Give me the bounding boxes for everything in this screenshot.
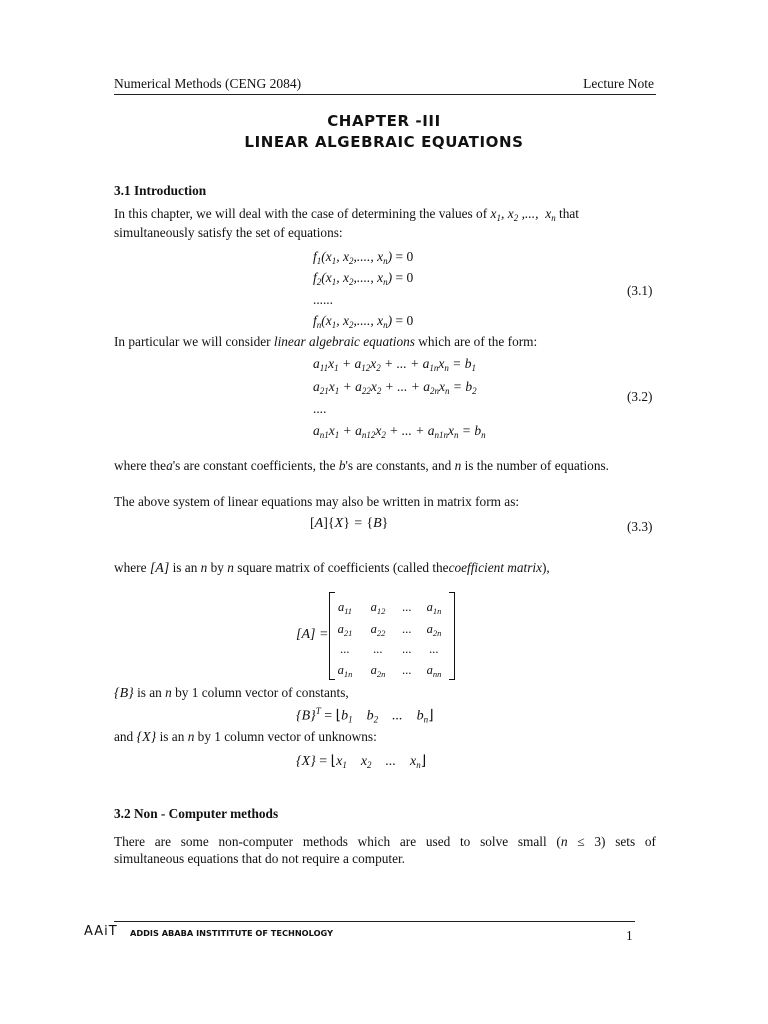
section-heading-intro: 3.1 Introduction (114, 183, 207, 198)
noncomputer-paragraph-line2: simultaneous equations that do not require a computer. (114, 851, 405, 866)
p7-text-b: is an (159, 729, 185, 744)
coefficients-paragraph: where thea's are constant coefficients, the b's are constants, and n is the number of equations. (114, 458, 609, 473)
matrix-cell: $a_{2n}$ (370, 663, 386, 679)
p3-text-e: equations. (554, 458, 609, 473)
equation-3-1-row2: $f_2(x_1$, $x_2$,...., $x_n) = 0$ (313, 270, 414, 287)
equation-3-2-row3: $a_{n1}x_1 + a_{n12}x_2$ + ... + $a_{n1n}x_n = b_n$ (313, 423, 486, 440)
matrix-cell: $a_{11}$ (337, 600, 353, 616)
header-left: Numerical Methods (CENG 2084) (114, 76, 302, 91)
nc-text-a: There are some non-computer methods which are used to solve small ( (114, 834, 561, 849)
p3-text-c: 's are constants, and (345, 458, 452, 473)
matrix-cell: ... (402, 600, 412, 614)
page-number: 1 (626, 928, 633, 943)
matrix-cell: $a_{1n}$ (426, 600, 442, 616)
matrix-form-sentence: The above system of linear equations may also be written in matrix form as: (114, 494, 520, 509)
p7-text-c: by 1 column vector of unknowns: (197, 729, 377, 744)
p3-text-b: 's are constant coefficients, the (172, 458, 336, 473)
equation-number-3-1: (3.1) (627, 283, 653, 298)
equation-3-2-row1: $a_{11}x_1 + a_{12}x_2$ + ... + $a_{1n}x_n = b_1$ (313, 356, 476, 373)
equation-3-1-dots: ...... (313, 292, 333, 307)
equation-3-2-row2: $a_{21}x_1 + a_{22}x_2$ + ... + $a_{2n}x_n = b_2$ (313, 379, 477, 396)
vector-b-sentence: {B} is an n by 1 column vector of constants, (114, 685, 349, 701)
matrix-cell: $a_{2n}$ (426, 622, 442, 638)
equation-3-1-row3: $f_n(x_1$, $x_2$,...., $x_n) = 0$ (313, 313, 414, 330)
vector-b-transpose: $\{B\}^T$ = $⌊b_1$ $b_2$ ... $b_n⌋$ (296, 706, 434, 725)
matrix-cell: $a_{21}$ (337, 622, 353, 638)
institute-name: ADDIS ABABA INSTITITUTE OF TECHNOLOGY (130, 928, 333, 938)
matrix-right-bracket (449, 592, 455, 680)
section-heading-noncomputer: 3.2 Non - Computer methods (114, 806, 279, 821)
intro-paragraph-line1 (114, 206, 579, 223)
p6-text-b: by 1 column vector of constants, (175, 685, 349, 700)
aait-logo: AAiT (84, 924, 118, 939)
equation-number-3-2: (3.2) (627, 389, 653, 404)
p5-text-d: square matrix of coefficients (called the (237, 560, 449, 575)
variables-list: $x_1$, $x_2$ ,..., $x_n$ (490, 206, 556, 223)
matrix-cell: ... (429, 642, 439, 656)
matrix-cell: ... (402, 642, 412, 656)
p3-text-a: where the (114, 458, 167, 473)
matrix-cell: $a_{nn}$ (426, 663, 442, 679)
p3-text-d: is the number of (464, 458, 552, 473)
intro-paragraph-line2: simultaneously satisfy the set of equations: (114, 225, 343, 240)
matrix-cell: $a_{12}$ (370, 600, 386, 616)
matrix-cell: ... (402, 663, 412, 677)
p5-text-a: where (114, 560, 147, 575)
chapter-number: CHAPTER -III (327, 112, 441, 130)
noncomputer-paragraph: There are some non-computer methods which are used to solve small (n ≤ 3) sets of (114, 834, 656, 849)
footer-rule (114, 921, 635, 922)
matrix-cell: ... (402, 622, 412, 636)
equation-3-1-row1: $f_1(x_1$, $x_2$,...., $x_n) = 0$ (313, 249, 414, 266)
p2-emphasis: linear algebraic equations (273, 334, 415, 349)
header-rule (114, 94, 656, 95)
vector-x-sentence: and {X} is an n by 1 column vector of unknowns: (114, 729, 377, 745)
equation-3-2-dots: .... (313, 401, 327, 416)
p5-text-c: by (210, 560, 224, 575)
matrix-a-label: [A] = (296, 627, 329, 642)
intro-text-a: In this chapter, we will deal with the case of determining the values of (114, 206, 488, 221)
p5-text-b: is an (172, 560, 198, 575)
matrix-cell: $a_{22}$ (370, 622, 386, 638)
vector-x-transpose: $\{X\} = ⌊x_1$ $x_2$ ... $x_n⌋$ (296, 754, 427, 770)
matrix-cell: ... (373, 642, 383, 656)
equation-number-3-3: (3.3) (627, 519, 653, 534)
nc-text-b: ) sets of (601, 834, 656, 849)
matrix-cell: $a_{1n}$ (337, 663, 353, 679)
p6-text-a: is an (137, 685, 162, 700)
p7-text-a: and (114, 729, 134, 744)
coefficient-matrix-sentence: where [A] is an n by n square matrix of coefficients (called thecoefficient matrix), (114, 560, 550, 576)
p2-text-b: which are of the form: (418, 334, 538, 349)
chapter-title: LINEAR ALGEBRAIC EQUATIONS (244, 133, 524, 151)
intro-paragraph-2 (114, 334, 537, 350)
p5-text-e: ), (542, 560, 550, 575)
p5-emphasis: coefficient matrix (448, 560, 542, 575)
header-right: Lecture Note (583, 76, 654, 91)
matrix-cell: ... (340, 642, 350, 656)
intro-text-b: that (559, 206, 579, 221)
p2-text-a: In particular we will consider (114, 334, 271, 349)
equation-3-3: [A]{X} = {B} (310, 516, 389, 531)
